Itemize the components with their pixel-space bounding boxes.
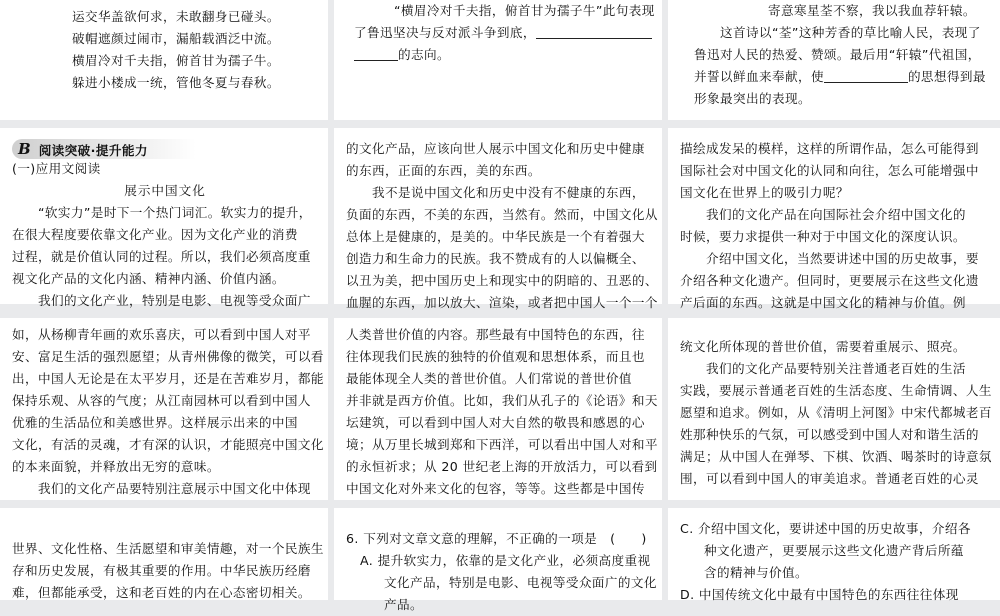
article-line: 介绍中国文化，当然要讲述中国的历史故事，要 — [706, 251, 979, 266]
article-line: 负面的东西，不美的东西，当然有。然而，中国文化从 — [346, 207, 658, 222]
article-line: 并非就是西方价值。比如，我们从孔子的《论语》和天 — [346, 393, 658, 408]
article-line: 往体现我们民族的独特的价值观和思想体系，而且也 — [346, 349, 645, 364]
article-line: 世界、文化性格、生活愿望和审美情趣，对一个民族生 — [12, 541, 324, 556]
poem-line: 运交华盖欲何求，未敢翻身已碰头。 — [72, 9, 280, 24]
article-line: 总体上是健康的，是美的。中华民族是一个有着强大 — [346, 229, 645, 244]
article-line: 围，可以看到中国人的审美追求。普通老百姓的心灵 — [680, 471, 979, 486]
article-line: 人类普世价值的内容。那些最有中国特色的东西，往 — [346, 327, 645, 342]
answer-blank[interactable] — [824, 68, 908, 83]
option-a-continued: 产品。 — [384, 597, 423, 612]
article-line: 我不是说中国文化和历史中没有不健康的东西， — [372, 185, 645, 200]
article-line: 满足；从中国人在弹琴、下棋、饮酒、喝茶时的诗意氛 — [680, 449, 992, 464]
article-line: 文化，有活的灵魂，才有深的认识，才能照亮中国文化 — [12, 437, 324, 452]
article-cell-2 — [334, 128, 662, 310]
article-line: 保持乐观、从容的气度；从江南园林可以看到中国人 — [12, 393, 311, 408]
option-a-continued: 文化产品，特别是电影、电视等受众面广的文化 — [384, 575, 657, 590]
answer-prompt-text: 的志向。 — [398, 47, 450, 62]
section-letter: B — [18, 140, 31, 158]
article-cell-4 — [0, 318, 328, 500]
top-middle-cell — [334, 0, 662, 120]
analysis-line: 这首诗以“荃”这种芳香的草比喻人民，表现了 — [720, 25, 981, 40]
article-line: 优雅的生活品位和美感世界。这样展示出来的中国 — [12, 415, 298, 430]
poem-line: 横眉冷对千夫指，俯首甘为孺子牛。 — [72, 53, 280, 68]
top-right-cell — [668, 0, 1000, 120]
poem-line: 寄意寒星荃不察，我以我血荐轩辕。 — [768, 3, 976, 18]
article-line: 愿望和追求。例如，从《清明上河图》中宋代都城老百 — [680, 405, 992, 420]
article-line: 我们的文化产品要特别关注普通老百姓的生活 — [706, 361, 966, 376]
section-heading: 阅读突破·提升能力 — [38, 142, 148, 158]
poem-line: 躲进小楼成一统，管他冬夏与春秋。 — [72, 75, 280, 90]
article-line: 我们的文化产品要特别注意展示中国文化中体现 — [38, 481, 311, 496]
article-line: “软实力”是时下一个热门词汇。软实力的提升， — [38, 205, 312, 220]
article-line: 坛建筑，可以看到中国人对大自然的敬畏和感恩的心 — [346, 415, 645, 430]
article-line: 国际社会对中国文化的认同和向往，怎么可能增强中 — [680, 163, 979, 178]
article-line: 如，从杨柳青年画的欢乐喜庆，可以看到中国人对平 — [12, 327, 311, 342]
article-line: 的本来面貌，并释放出无穷的意味。 — [12, 459, 220, 474]
article-cell-3 — [668, 128, 1000, 310]
option-c-continued: 含的精神与价值。 — [704, 565, 808, 580]
options-cell — [668, 508, 1000, 600]
article-line: 存和历史发展，有极其重要的作用。中华民族历经磨 — [12, 563, 311, 578]
subsection-label: (一)应用文阅读 — [12, 161, 101, 176]
article-line: 中国文化对外来文化的包容，等等。这些都是中国传 — [346, 481, 645, 496]
article-line: 过程，就是价值认同的过程。所以，我们必须高度重 — [12, 249, 311, 264]
article-line: 血腥的东西，加以放大、渲染，或者把中国人一个一个 — [346, 295, 658, 310]
article-line: 难，但都能承受，这和老百姓的内在心态密切相关。 — [12, 585, 311, 600]
article-line: 的永恒祈求；从 20 世纪老上海的开放活力，可以看到 — [346, 459, 658, 474]
analysis-line — [680, 66, 990, 88]
article-cell-7 — [0, 508, 328, 600]
article-cell-6 — [668, 318, 1000, 500]
article-line: 介绍各种文化遗产。但同时，更要展示在这些文化遗 — [680, 273, 979, 288]
answer-prompt-line — [346, 22, 652, 44]
article-line: 以丑为美，把中国历史上和现实中的阴暗的、丑恶的、 — [346, 273, 658, 288]
article-line: 产后面的东西。这就是中国文化的精神与价值。例 — [680, 295, 966, 310]
answer-blank[interactable] — [354, 46, 398, 61]
article-line: 描绘成发呆的模样，这样的所谓作品，怎么可能得到 — [680, 141, 979, 156]
article-cell-5 — [334, 318, 662, 500]
article-line: 时候，要力求提供一种对于中国文化的深度认识。 — [680, 229, 966, 244]
answer-prompt-line — [346, 44, 652, 66]
article-line: 国文化在世界上的吸引力呢？ — [680, 185, 849, 200]
question-stem: 6. 下列对文章文意的理解，不正确的一项是 ( ) — [346, 531, 647, 546]
article-line: 姓那种快乐的气氛，可以感受到中国人对和谐生活的 — [680, 427, 979, 442]
article-line: 最能体现全人类的普世价值。人们常说的普世价值 — [346, 371, 632, 386]
article-line: 实践，要展示普通老百姓的生活态度、生命情调、人生 — [680, 383, 992, 398]
answer-prompt-line: “横眉冷对千夫指，俯首甘为孺子牛”此句表现 — [394, 3, 655, 18]
analysis-text: 并誓以鲜血来奉献，使 — [694, 69, 824, 84]
question-cell — [334, 508, 662, 612]
section-b-cell — [0, 128, 328, 308]
analysis-line: 鲁迅对人民的热爱、赞颂。最后用“轩辕”代祖国， — [694, 47, 981, 62]
article-line: 我们的文化产业，特别是电影、电视等受众面广 — [38, 293, 311, 308]
article-line: 在很大程度要依靠文化产业。因为文化产业的消费 — [12, 227, 298, 242]
analysis-line: 形象最突出的表现。 — [694, 91, 811, 106]
answer-prompt-text: 了鲁迅坚决与反对派斗争到底， — [354, 25, 536, 40]
article-line: 安、富足生活的强烈愿望；从青州佛像的微笑，可以看 — [12, 349, 324, 364]
section-badge — [12, 139, 196, 159]
article-line: 出，中国人无论是在太平岁月，还是在苦难岁月，都能 — [12, 371, 324, 386]
article-line: 创造力和生命力的民族。我不赞成有的人以偏概全、 — [346, 251, 645, 266]
article-title: 展示中国文化 — [124, 183, 206, 198]
article-line: 境；从万里长城到郑和下西洋，可以看出中国人对和平 — [346, 437, 658, 452]
analysis-text: 的思想得到最 — [907, 69, 986, 84]
option-a[interactable]: A. 提升软实力，依靠的是文化产业，必须高度重视 — [360, 553, 651, 568]
option-c-continued: 种文化遗产，更要展示这些文化遗产背后所蕴 — [704, 543, 964, 558]
top-left-cell — [0, 0, 328, 120]
answer-blank[interactable] — [536, 24, 652, 39]
article-line: 我们的文化产品在向国际社会介绍中国文化的 — [706, 207, 966, 222]
article-line: 的文化产品，应该向世人展示中国文化和历史中健康 — [346, 141, 645, 156]
article-line: 统文化所体现的普世价值，需要着重展示、照亮。 — [680, 339, 966, 354]
article-line: 视文化产品的文化内涵、精神内涵、价值内涵。 — [12, 271, 285, 286]
section-header — [12, 138, 318, 160]
poem-line: 破帽遮颜过闹市，漏船载酒泛中流。 — [72, 31, 280, 46]
option-d[interactable]: D. 中国传统文化中最有中国特色的东西往往体现 — [680, 587, 959, 602]
article-line: 的东西，正面的东西，美的东西。 — [346, 163, 541, 178]
option-c[interactable]: C. 介绍中国文化，要讲述中国的历史故事，介绍各 — [680, 521, 971, 536]
